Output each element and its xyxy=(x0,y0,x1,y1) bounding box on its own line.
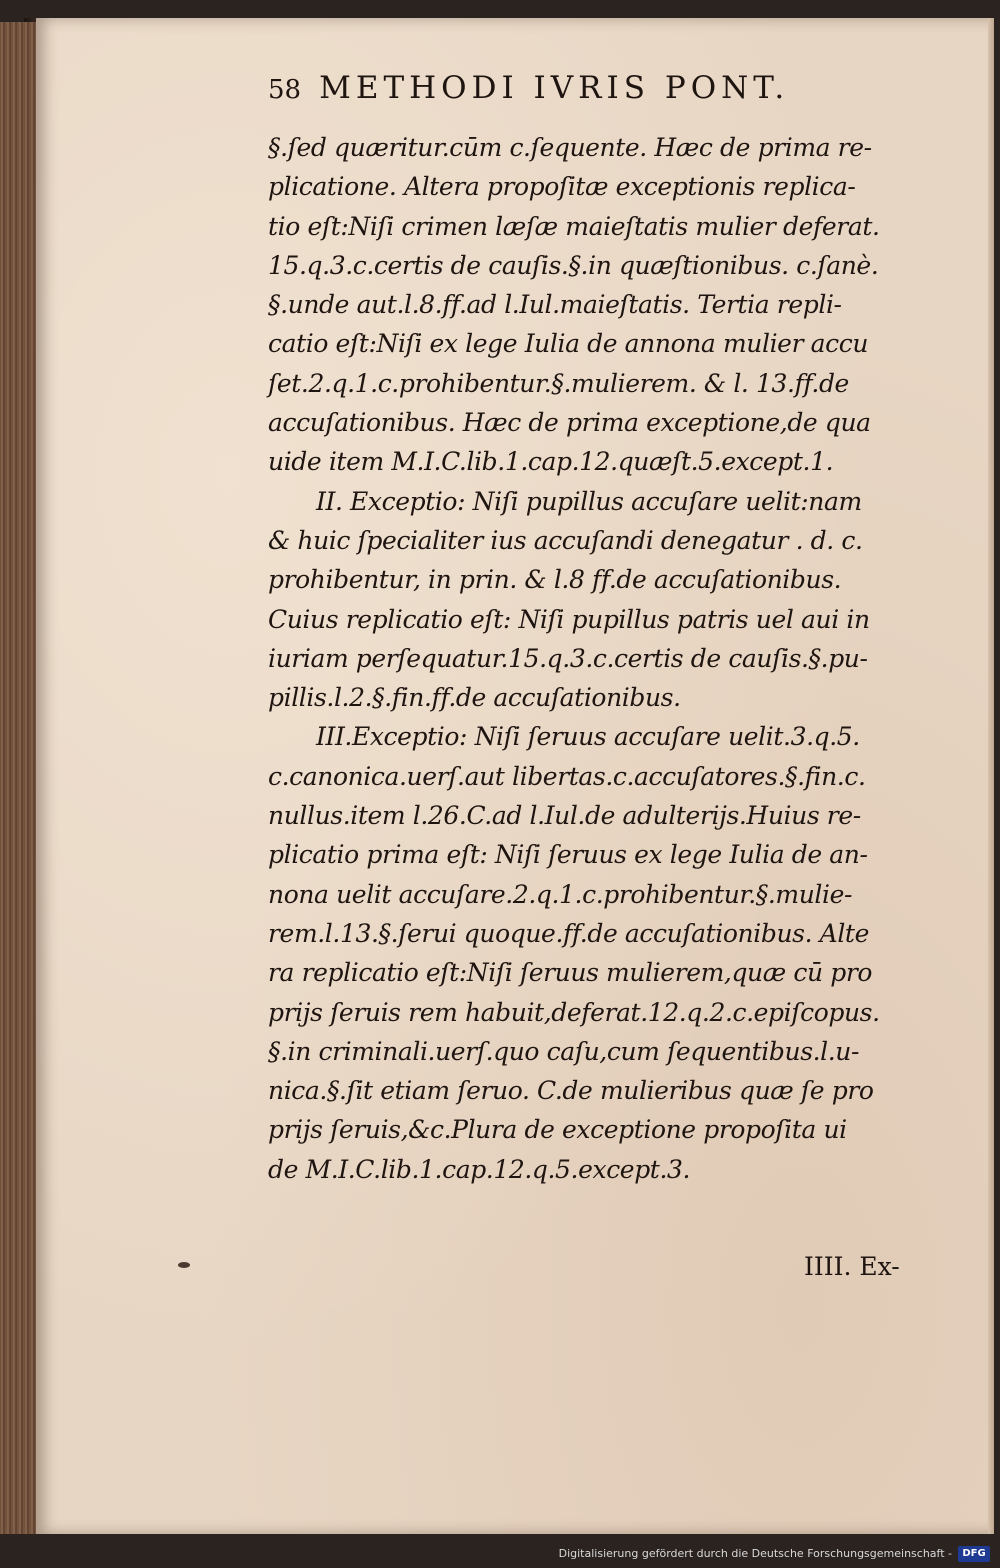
text-line: tio eſt:Niſi crimen læſæ maieſtatis mulier deferat. xyxy=(268,211,880,241)
text-line: de M.I.C.lib.1.cap.12.q.5.except.3. xyxy=(268,1154,691,1184)
running-title: METHODI IVRIS PONT. xyxy=(319,70,790,106)
page-right-edge xyxy=(988,18,994,1534)
text-line: 15.q.3.c.certis de cauſis.§.in quæſtionibus. c.ſanè. xyxy=(268,250,879,280)
text-line: Cuius replicatio eſt: Niſi pupillus patris uel aui in xyxy=(268,604,870,634)
page-number: 58 xyxy=(268,75,302,105)
page-header xyxy=(268,70,908,106)
text-line: prohibentur, in prin. & l.8 ff.de accuſationibus. xyxy=(268,565,842,595)
text-line: III.Exceptio: Niſi ſeruus accuſare uelit.3.q.5. xyxy=(316,722,860,752)
text-line: iuriam perſequatur.15.q.3.c.certis de cauſis.§.pu- xyxy=(268,643,868,673)
funding-notice: Digitalisierung gefördert durch die Deutsche Forschungsgemeinschaft - xyxy=(558,1547,952,1560)
text-line: II. Exceptio: Niſi pupillus accuſare uelit:nam xyxy=(316,486,862,516)
body-text xyxy=(268,128,918,1189)
text-line: ra replicatio eſt:Niſi ſeruus mulierem,quæ cū pro xyxy=(268,958,873,988)
text-line: pillis.l.2.§.fin.ff.de accuſationibus. xyxy=(268,683,681,713)
text-line: accuſationibus. Hæc de prima exceptione,de qua xyxy=(268,408,871,438)
text-line: & huic ſpecialiter ius accuſandi denegatur . d. c. xyxy=(268,525,863,555)
text-line: nullus.item l.26.C.ad l.Iul.de adulterijs.Huius re- xyxy=(268,801,861,831)
text-line: nica.§.ſit etiam ſeruo. C.de mulieribus quæ ſe pro xyxy=(268,1076,874,1106)
footer-bar xyxy=(0,1534,1000,1568)
catchword: IIII. Ex- xyxy=(804,1252,900,1281)
ink-mark xyxy=(178,1262,190,1268)
book-page-edges xyxy=(0,22,36,1534)
dfg-logo[interactable]: DFG xyxy=(958,1546,990,1562)
text-line: rem.l.13.§.ſerui quoque.ff.de accuſationibus. Alte xyxy=(268,918,869,948)
text-line: nona uelit accuſare.2.q.1.c.prohibentur.§.mulie- xyxy=(268,879,853,909)
text-line: §.ſed quæritur.cūm c.ſequente. Hæc de prima re- xyxy=(268,133,872,162)
text-line: §.unde aut.l.8.ff.ad l.Iul.maieſtatis. Tertia repli- xyxy=(268,290,842,320)
text-line: prijs ſeruis rem habuit,deferat.12.q.2.c.epiſcopus. xyxy=(268,997,880,1027)
text-line: catio eſt:Niſi ex lege Iulia de annona mulier accu xyxy=(268,329,869,359)
text-line: ſet.2.q.1.c.prohibentur.§.mulierem. & l. 13.ff.de xyxy=(268,368,849,398)
text-line: c.canonica.uerſ.aut libertas.c.accuſatores.§.fin.c. xyxy=(268,761,866,791)
text-line: plicatio prima eſt: Niſi ſeruus ex lege Iulia de an- xyxy=(268,840,868,870)
text-line: uide item M.I.C.lib.1.cap.12.quæſt.5.except.1. xyxy=(268,447,834,477)
text-line: prijs ſeruis,&c.Plura de exceptione propoſita ui xyxy=(268,1115,847,1145)
text-line: plicatione. Altera propoſitæ exceptionis replica- xyxy=(268,172,856,202)
text-line: §.in criminali.uerſ.quo caſu,cum ſequentibus.l.u- xyxy=(268,1036,860,1066)
